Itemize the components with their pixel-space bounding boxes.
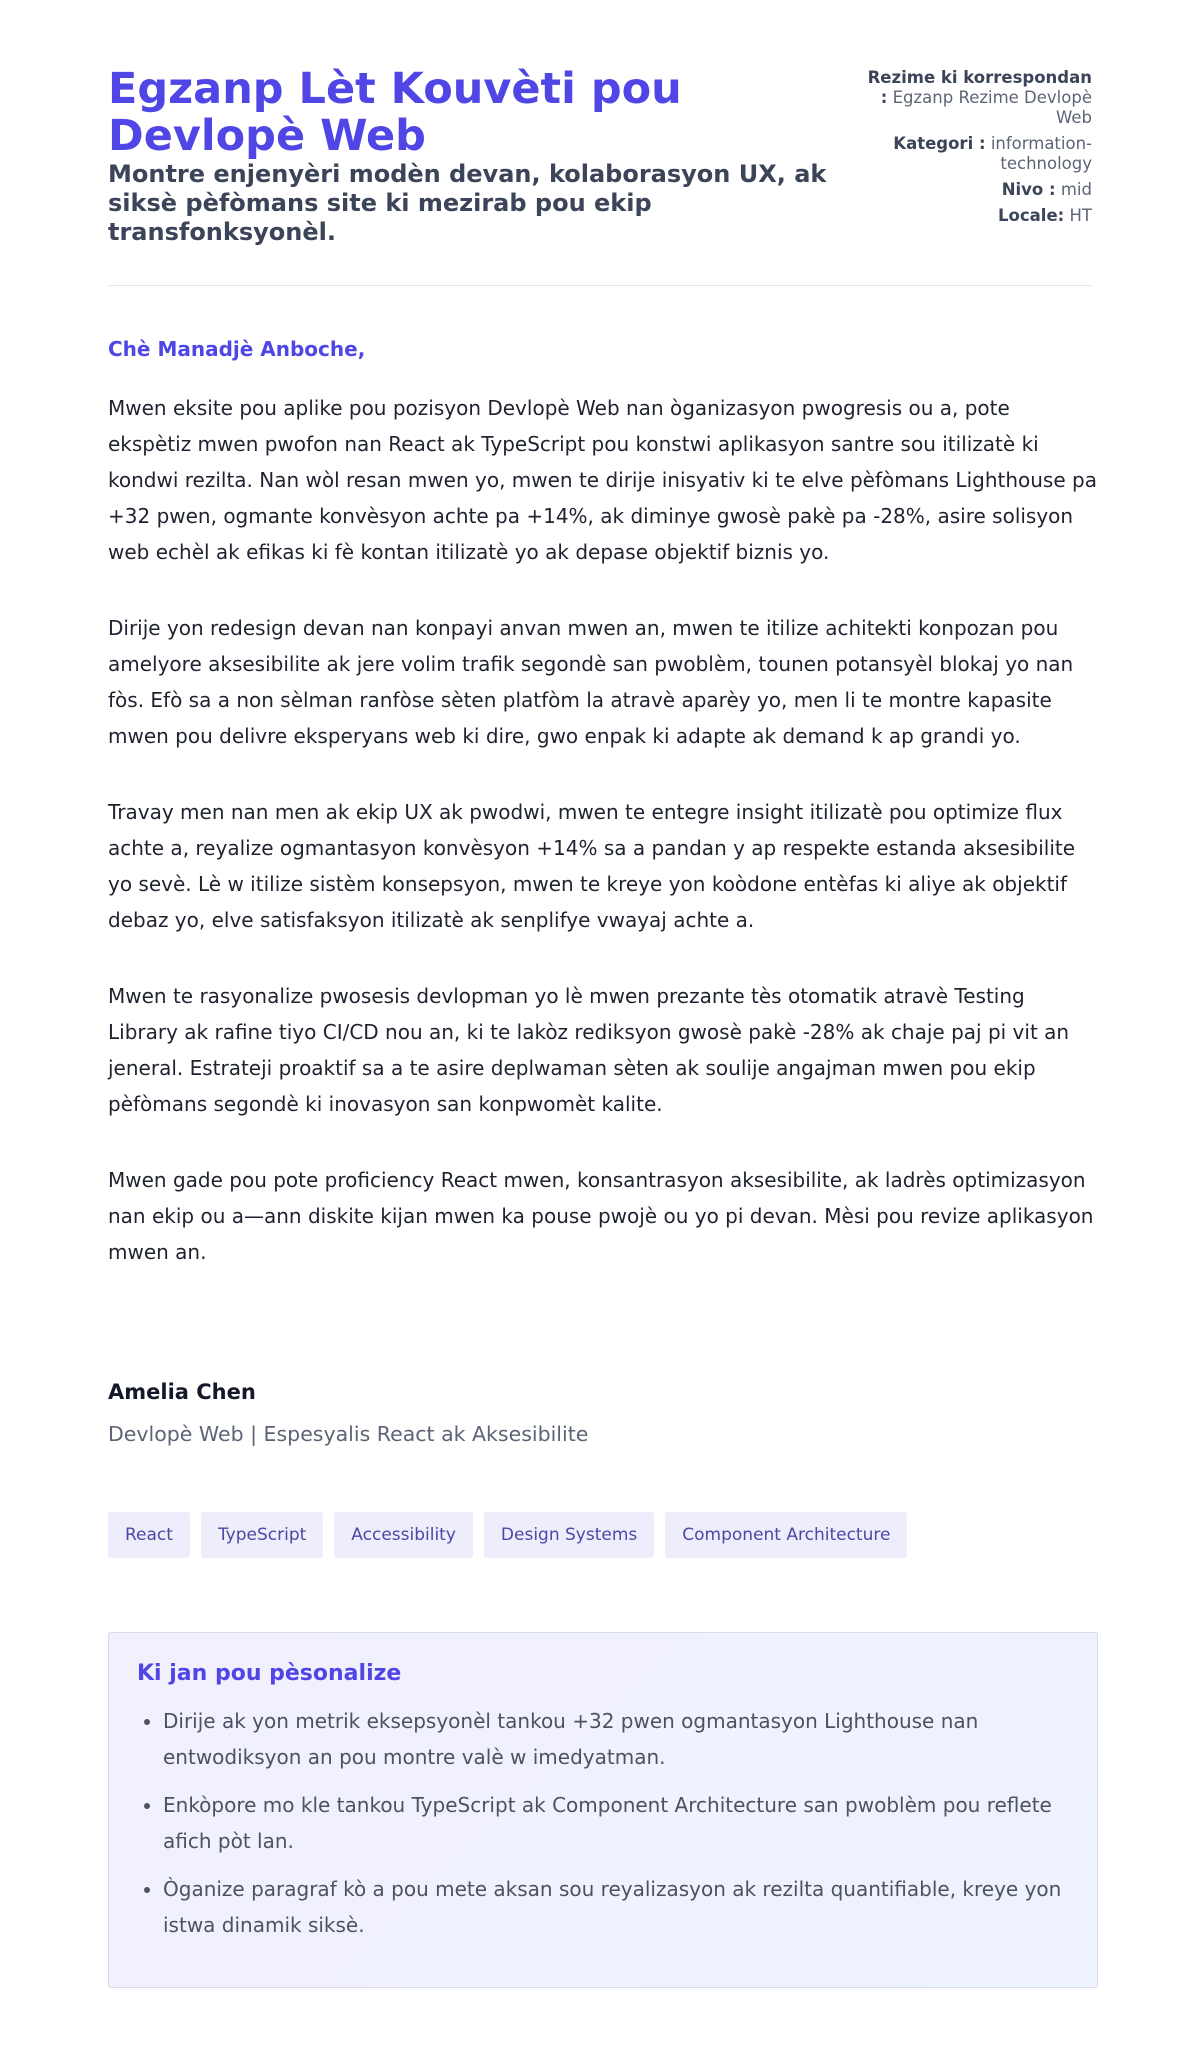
meta-level-value: mid	[1060, 180, 1092, 199]
signature-name: Amelia Chen	[108, 1380, 256, 1404]
page-title: Egzanp Lèt Kouvèti pou Devlopè Web	[108, 64, 682, 161]
skill-tag: React	[108, 1512, 190, 1558]
letter-body	[108, 390, 1098, 1310]
letter-paragraph: Mwen gade pou pote proficiency React mwen, konsantrasyon aksesibilite, ak ladrès optimizasyon nan ekip ou a—ann diskite kijan mwen ka pouse pwojè ou yo pi devan. Mèsi pou revize aplikasyon mwen an.	[108, 1168, 1094, 1264]
meta-resume	[862, 68, 1092, 128]
tip-item: • Dirije ak yon metrik eksepsyonèl tankou +32 pwen ogmantasyon Lighthouse nan entwodiksyon an pou montre valè w imedyatman.	[163, 1703, 1069, 1775]
meta-category-label: Kategori :	[893, 134, 986, 153]
skill-tags	[108, 1512, 907, 1558]
letter-paragraph: Mwen te rasyonalize pwosesis devlopman yo lè mwen prezante tès otomatik atravè Testing Library ak rafine tiyo CI/CD nou an, ki te lakòz rediksyon gwosè pakè -28% ak chaje paj pi vit an jeneral. Estrateji proaktif sa a te asire deplwaman sèten ak soulije angajman mwen pou ekip pèfòmans segondè ki inovasyon san konpwomèt kalite.	[108, 984, 1070, 1116]
header	[108, 0, 1092, 246]
meta-panel	[862, 68, 1092, 232]
tip-item: • Òganize paragraf kò a pou mete aksan sou reyalizasyon ak rezilta quantifiable, kreye yon istwa dinamik siksè.	[163, 1871, 1069, 1943]
meta-locale-value: HT	[1069, 206, 1092, 225]
meta-level	[862, 180, 1092, 200]
tip-item: • Enkòpore mo kle tankou TypeScript ak Component Architecture san pwoblèm pou reflete afich pòt lan.	[163, 1787, 1069, 1859]
meta-level-label: Nivo :	[1001, 180, 1056, 199]
meta-category-value: information-technology	[990, 134, 1092, 173]
skill-tag: Component Architecture	[665, 1512, 907, 1558]
meta-resume-label: Rezime ki korrespondan :	[867, 68, 1092, 107]
meta-locale-label: Locale:	[998, 206, 1065, 225]
skill-tag: Design Systems	[484, 1512, 654, 1558]
skill-tag: TypeScript	[201, 1512, 323, 1558]
customization-tips-box	[108, 1632, 1098, 1988]
signature-role: Devlopè Web | Espesyalis React ak Aksesibilite	[108, 1422, 589, 1446]
page-subtitle: Montre enjenyèri modèn devan, kolaborasyon UX, ak siksè pèfòmans site ki mezirab pou ekip transfonksyonèl.	[108, 160, 827, 246]
letter-paragraph: Mwen eksite pou aplike pou pozisyon Devlopè Web nan òganizasyon pwogresis ou a, pote ekspètiz mwen pwofon nan React ak TypeScript pou konstwi aplikasyon santre sou itilizatè ki kondwi rezilta. Nan wòl resan mwen yo, mwen te dirije inisyativ ki te elve pèfòmans Lighthouse pa +32 pwen, ogmante konvèsyon achte pa +14%, ak diminye gwosè pakè pa -28%, asire solisyon web echèl ak efikas ki fè kontan itilizatè yo ak depase objektif biznis yo.	[108, 396, 1097, 564]
letter-paragraph: Travay men nan men ak ekip UX ak pwodwi, mwen te entegre insight itilizatè pou optimize flux achte a, reyalize ogmantasyon konvèsyon +14% sa a pandan y ap respekte estanda aksesibilite yo sevè. Lè w itilize sistèm konsepsyon, mwen te kreye yon koòdone entèfas ki aliye ak objektif debaz yo, elve satisfaksyon itilizatè ak senplifye vwayaj achte a.	[108, 800, 1076, 932]
meta-locale	[862, 206, 1092, 226]
skill-tag: Accessibility	[334, 1512, 473, 1558]
salutation: Chè Manadjè Anboche,	[108, 337, 366, 361]
letter-paragraph: Dirije yon redesign devan nan konpayi anvan mwen an, mwen te itilize achitekti konpozan pou amelyore aksesibilite ak jere volim trafik segondè san pwoblèm, tounen potansyèl blokaj yo nan fòs. Efò sa a non sèlman ranfòse sèten platfòm la atravè aparèy yo, men li te montre kapasite mwen pou delivre eksperyans web ki dire, gwo enpak ki adapte ak demand k ap grandi yo.	[108, 616, 1074, 748]
title-block	[108, 66, 848, 247]
tips-title: Ki jan pou pèsonalize	[137, 1661, 402, 1686]
header-divider	[108, 285, 1092, 286]
meta-resume-value: Egzanp Rezime Devlopè Web	[892, 88, 1092, 127]
tips-list	[137, 1703, 1069, 1943]
signature	[108, 1378, 588, 1448]
meta-category	[862, 134, 1092, 174]
